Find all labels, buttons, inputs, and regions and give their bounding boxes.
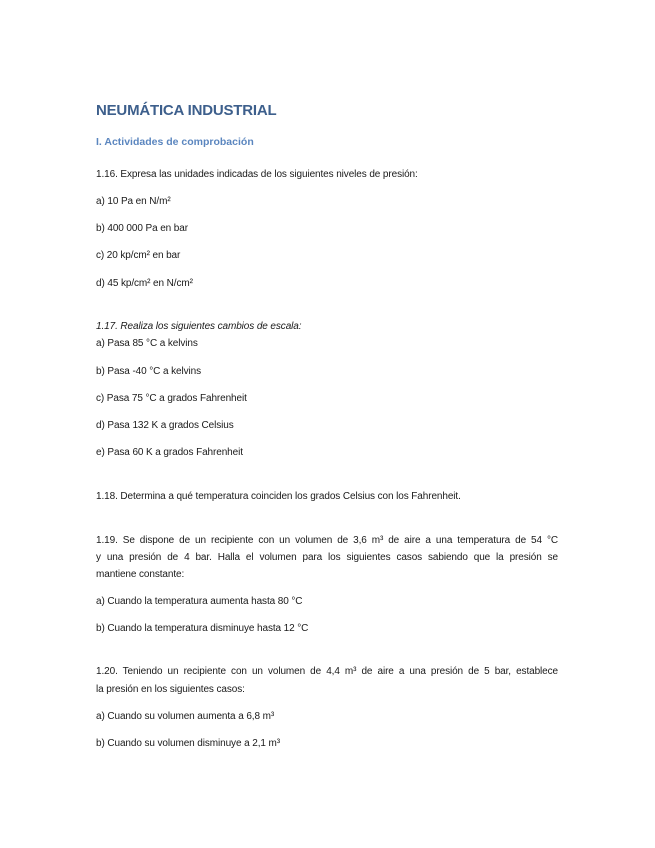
q119-item-b: b) Cuando la temperatura disminuye hasta 12 °C xyxy=(96,623,309,634)
q116-item-c: c) 20 kp/cm² en bar xyxy=(96,250,181,261)
question-1-19-line-2: y una presión de 4 bar. Halla el volumen para los siguientes casos sabiendo que la presión se xyxy=(96,552,558,563)
section-heading: I. Actividades de comprobación xyxy=(96,136,254,148)
q117-item-d: d) Pasa 132 K a grados Celsius xyxy=(96,420,234,431)
q116-item-b: b) 400 000 Pa en bar xyxy=(96,223,188,234)
q117-item-b: b) Pasa -40 °C a kelvins xyxy=(96,366,201,377)
question-1-16: 1.16. Expresa las unidades indicadas de los siguientes niveles de presión: xyxy=(96,169,418,180)
question-1-18: 1.18. Determina a qué temperatura coinciden los grados Celsius con los Fahrenheit. xyxy=(96,491,461,502)
question-1-17: 1.17. Realiza los siguientes cambios de escala: xyxy=(96,321,302,332)
question-1-19-line-3: mantiene constante: xyxy=(96,569,185,580)
page-title: NEUMÁTICA INDUSTRIAL xyxy=(96,102,277,119)
q120-item-b: b) Cuando su volumen disminuye a 2,1 m³ xyxy=(96,738,280,749)
question-1-19-line-1: 1.19. Se dispone de un recipiente con un volumen de 3,6 m³ de aire a una temperatura de 54 °C xyxy=(96,535,558,546)
q119-item-a: a) Cuando la temperatura aumenta hasta 80 °C xyxy=(96,596,303,607)
q117-item-a: a) Pasa 85 °C a kelvins xyxy=(96,338,198,349)
question-1-20-line-2: la presión en los siguientes casos: xyxy=(96,684,245,695)
q117-item-c: c) Pasa 75 °C a grados Fahrenheit xyxy=(96,393,247,404)
q116-item-a: a) 10 Pa en N/m² xyxy=(96,196,171,207)
q117-item-e: e) Pasa 60 K a grados Fahrenheit xyxy=(96,447,243,458)
question-1-20-line-1: 1.20. Teniendo un recipiente con un volumen de 4,4 m³ de aire a una presión de 5 bar, establece xyxy=(96,666,558,677)
q116-item-d: d) 45 kp/cm² en N/cm² xyxy=(96,278,193,289)
q120-item-a: a) Cuando su volumen aumenta a 6,8 m³ xyxy=(96,711,275,722)
